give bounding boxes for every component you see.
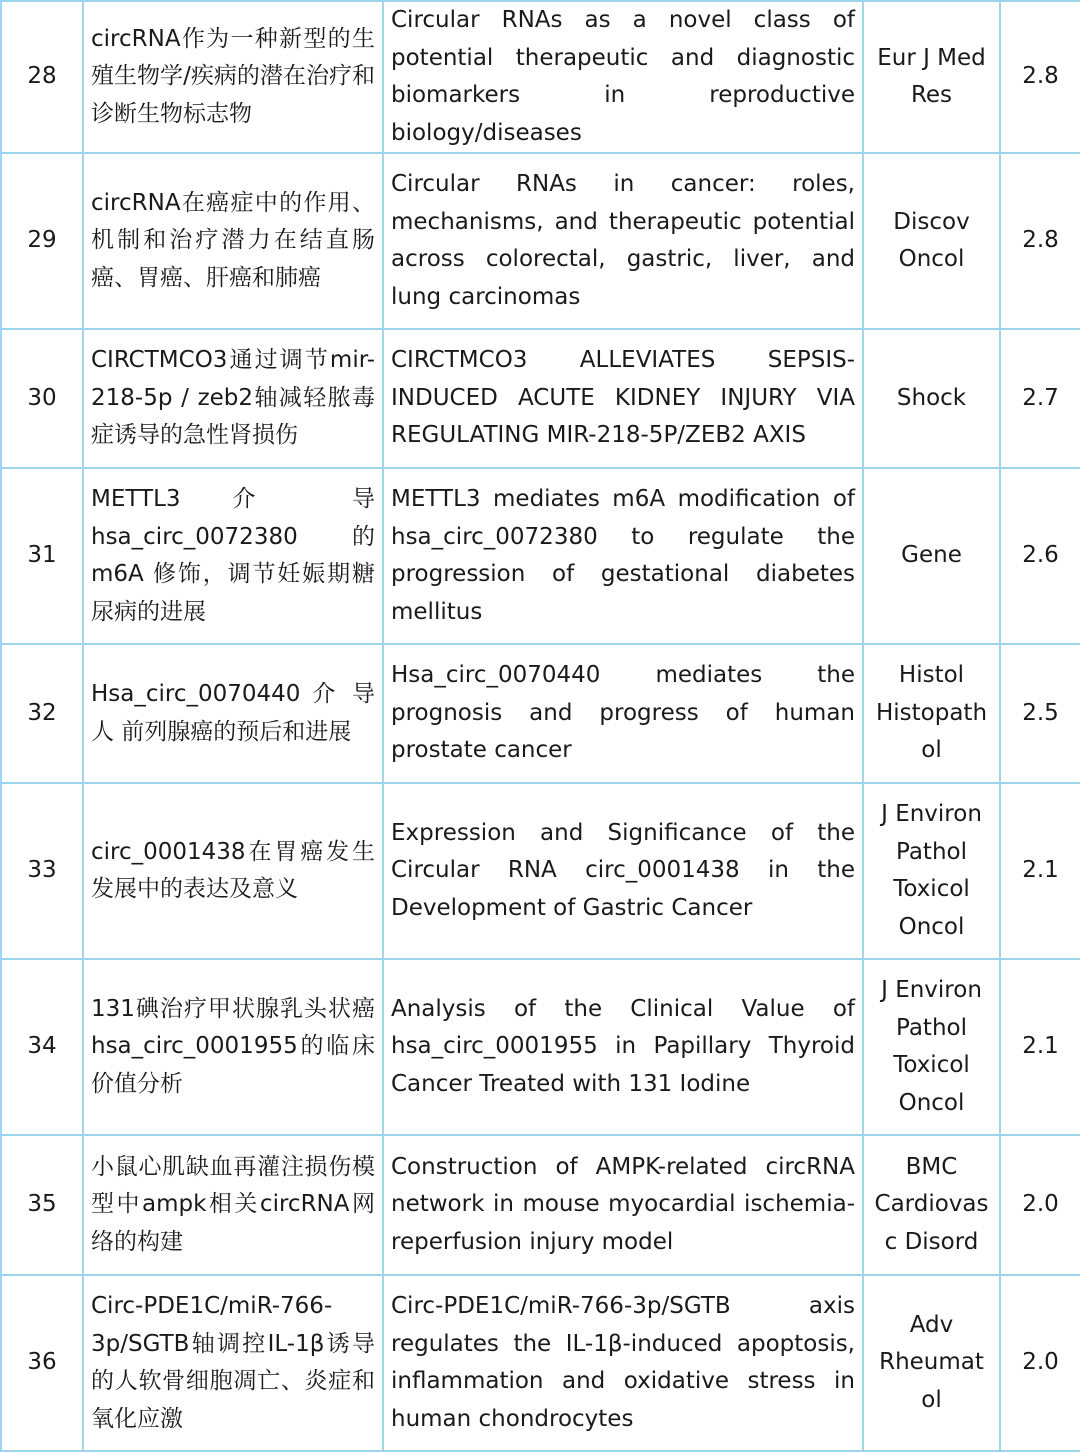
impact-factor: 2.6	[1000, 468, 1080, 644]
journal-name: J Environ Pathol Toxicol Oncol	[863, 783, 1000, 959]
english-title: CIRCTMCO3 ALLEVIATES SEPSIS-INDUCED ACUTE KIDNEY INJURY VIA REGULATING MIR-218-5P/ZEB2 AXIS	[383, 329, 863, 468]
table-row	[1, 1, 1080, 153]
row-number: 30	[1, 329, 83, 468]
journal-name: J Environ Pathol Toxicol Oncol	[863, 959, 1000, 1135]
journal-name: Histol Histopath ol	[863, 644, 1000, 783]
row-number: 28	[1, 1, 83, 153]
row-number: 32	[1, 644, 83, 783]
journal-name: Adv Rheumat ol	[863, 1275, 1000, 1451]
english-title: Analysis of the Clinical Value of hsa_circ_0001955 in Papillary Thyroid Cancer Treated with 131 Iodine	[383, 959, 863, 1135]
english-title: Hsa_circ_0070440 mediates the prognosis and progress of human prostate cancer	[383, 644, 863, 783]
english-title: Circular RNAs in cancer: roles, mechanisms, and therapeutic potential across colorectal, gastric, liver, and lung carcinomas	[383, 153, 863, 329]
table-row	[1, 644, 1080, 783]
impact-factor: 2.0	[1000, 1135, 1080, 1275]
journal-name: Shock	[863, 329, 1000, 468]
english-title: Construction of AMPK-related circRNA network in mouse myocardial ischemia-reperfusion injury model	[383, 1135, 863, 1275]
row-number: 36	[1, 1275, 83, 1451]
chinese-title: 131碘治疗甲状腺乳头状癌hsa_circ_0001955的临床价值分析	[83, 959, 383, 1135]
impact-factor: 2.8	[1000, 153, 1080, 329]
row-number: 34	[1, 959, 83, 1135]
table-row	[1, 783, 1080, 959]
table-row	[1, 468, 1080, 644]
row-number: 35	[1, 1135, 83, 1275]
chinese-title: Circ-PDE1C/miR-766-3p/SGTB轴调控IL-1β诱导的人软骨细胞凋亡、炎症和氧化应激	[83, 1275, 383, 1451]
impact-factor: 2.8	[1000, 1, 1080, 153]
chinese-title: circ_0001438在胃癌发生发展中的表达及意义	[83, 783, 383, 959]
chinese-title: METTL3 介 导 hsa_circ_0072380 的 m6A 修饰，调节妊娠期糖尿病的进展	[83, 468, 383, 644]
english-title: Expression and Significance of the Circular RNA circ_0001438 in the Development of Gastric Cancer	[383, 783, 863, 959]
journal-name: Discov Oncol	[863, 153, 1000, 329]
impact-factor: 2.5	[1000, 644, 1080, 783]
english-title: METTL3 mediates m6A modification of hsa_circ_0072380 to regulate the progression of gestational diabetes mellitus	[383, 468, 863, 644]
table-row	[1, 1135, 1080, 1275]
table-row	[1, 1275, 1080, 1451]
chinese-title: Hsa_circ_0070440 介 导 人 前列腺癌的预后和进展	[83, 644, 383, 783]
chinese-title: circRNA作为一种新型的生殖生物学/疾病的潜在治疗和诊断生物标志物	[83, 1, 383, 153]
chinese-title: 小鼠心肌缺血再灌注损伤模型中ampk相关circRNA网络的构建	[83, 1135, 383, 1275]
table-row	[1, 153, 1080, 329]
row-number: 33	[1, 783, 83, 959]
impact-factor: 2.1	[1000, 959, 1080, 1135]
impact-factor: 2.7	[1000, 329, 1080, 468]
table-row	[1, 329, 1080, 468]
row-number: 29	[1, 153, 83, 329]
row-number: 31	[1, 468, 83, 644]
table-row	[1, 959, 1080, 1135]
impact-factor: 2.0	[1000, 1275, 1080, 1451]
english-title: Circ-PDE1C/miR-766-3p/SGTB axis regulates the IL-1β-induced apoptosis, inflammation and oxidative stress in human chondrocytes	[383, 1275, 863, 1451]
english-title: Circular RNAs as a novel class of potential therapeutic and diagnostic biomarkers in reproductive biology/diseases	[383, 1, 863, 153]
chinese-title: CIRCTMCO3通过调节mir-218-5p / zeb2轴减轻脓毒症诱导的急性肾损伤	[83, 329, 383, 468]
journal-name: BMC Cardiovas c Disord	[863, 1135, 1000, 1275]
impact-factor: 2.1	[1000, 783, 1080, 959]
journal-name: Gene	[863, 468, 1000, 644]
chinese-title: circRNA在癌症中的作用、机制和治疗潜力在结直肠癌、胃癌、肝癌和肺癌	[83, 153, 383, 329]
journal-name: Eur J Med Res	[863, 1, 1000, 153]
